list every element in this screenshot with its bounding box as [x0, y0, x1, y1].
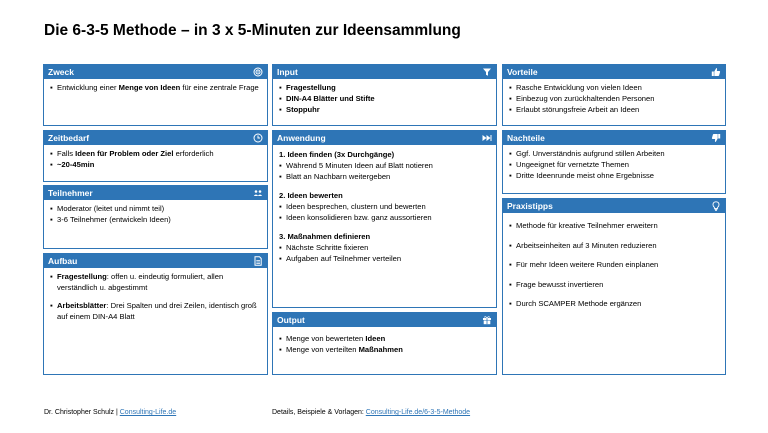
list-item: ▪ Erlaubt störungsfreie Arbeit an Ideen	[509, 105, 640, 114]
output-box	[272, 312, 497, 375]
footer-author: Dr. Christopher Schulz | Consulting-Life.de	[44, 409, 177, 416]
list-item: ▪ Nächste Schritte fixieren	[279, 243, 369, 252]
thumbs-down-icon	[711, 133, 721, 143]
list-item: ▪ ~20-45min	[50, 160, 95, 169]
anwendung-header: Anwendung	[277, 133, 326, 143]
zweck-box	[43, 64, 268, 126]
list-item: ▪ Dritte Ideenrunde meist ohne Ergebnisse	[509, 171, 655, 180]
list-item: ▪ Menge von bewerteten Ideen	[279, 334, 386, 343]
list-item: ▪ Arbeitsblätter: Drei Spalten und drei Zeilen, identisch groß auf einem DIN-A4 Blatt	[50, 301, 257, 321]
zeitbedarf-box	[43, 130, 268, 182]
nachteile-header: Nachteile	[507, 133, 545, 143]
list-item: ▪ Ideen besprechen, clustern und bewerten	[279, 202, 426, 211]
list-item: ▪ Methode für kreative Teilnehmer erweitern	[509, 221, 658, 230]
list-item: ▪ Ggf. Unverständnis aufgrund stillen Arbeiten	[509, 149, 665, 158]
vorteile-header: Vorteile	[507, 67, 538, 77]
anwendung-box	[272, 130, 497, 308]
list-item: ▪ Stoppuhr	[279, 105, 320, 114]
aufbau-header: Aufbau	[48, 256, 78, 266]
list-item: ▪ 3-6 Teilnehmer (entwickeln Ideen)	[50, 215, 171, 224]
lightbulb-icon	[711, 201, 721, 211]
page-title: Die 6-3-5 Methode – in 3 x 5-Minuten zur Ideensammlung	[44, 22, 461, 39]
teilnehmer-header: Teilnehmer	[48, 188, 93, 198]
section-title: 1. Ideen finden (3x Durchgänge)	[279, 150, 395, 159]
gift-icon	[482, 315, 492, 325]
aufbau-box	[43, 253, 268, 375]
list-item: ▪ Falls Ideen für Problem oder Ziel erforderlich	[50, 149, 214, 158]
praxistipps-box	[502, 198, 726, 375]
list-item: ▪ Für mehr Ideen weitere Runden einplanen	[509, 260, 659, 269]
list-item: ▪ Aufgaben auf Teilnehmer verteilen	[279, 254, 402, 263]
details-link[interactable]: Consulting-Life.de/6-3-5-Methode	[365, 409, 471, 416]
vorteile-box	[502, 64, 726, 126]
list-item: ▪ Durch SCAMPER Methode ergänzen	[509, 299, 642, 308]
input-header: Input	[277, 67, 298, 77]
document-icon	[253, 256, 263, 266]
section-title: 3. Maßnahmen definieren	[279, 232, 371, 241]
group-icon	[253, 188, 263, 198]
section-title: 2. Ideen bewerten	[279, 191, 343, 200]
list-item: ▪ Fragestellung	[279, 83, 336, 92]
fast-forward-icon	[482, 133, 492, 143]
author-link[interactable]: Consulting-Life.de	[119, 409, 177, 416]
list-item: ▪ Menge von verteilten Maßnahmen	[279, 345, 403, 354]
list-item: ▪ Arbeitseinheiten auf 3 Minuten reduzieren	[509, 240, 657, 250]
nachteile-box	[502, 130, 726, 194]
zweck-header: Zweck	[48, 67, 74, 77]
target-icon	[253, 67, 263, 77]
thumbs-up-icon	[711, 67, 721, 77]
list-item: ▪ Rasche Entwicklung von vielen Ideen	[509, 83, 642, 92]
list-item: ▪ Entwicklung einer Menge von Ideen für eine zentrale Frage	[50, 83, 259, 92]
list-item: ▪ Einbezug von zurückhaltenden Personen	[509, 94, 655, 103]
list-item: ▪ Frage bewusst invertieren	[509, 279, 604, 289]
funnel-icon	[482, 67, 492, 77]
clock-icon	[253, 133, 263, 143]
output-header: Output	[277, 315, 305, 325]
footer-details: Details, Beispiele & Vorlagen: Consulting-Life.de/6-3-5-Methode	[272, 409, 471, 416]
list-item: ▪ Während 5 Minuten Ideen auf Blatt notieren	[279, 161, 433, 170]
teilnehmer-box	[43, 185, 268, 249]
list-item: ▪ DIN-A4 Blätter und Stifte	[279, 94, 375, 103]
list-item: ▪ Blatt an Nachbarn weitergeben	[279, 172, 391, 181]
list-item: ▪ Ideen konsolidieren bzw. ganz aussortieren	[279, 213, 432, 222]
list-item: ▪ Fragestellung: offen u. eindeutig formuliert, allen verständlich u. abgestimmt	[50, 272, 224, 292]
list-item: ▪ Moderator (leitet und nimmt teil)	[50, 204, 165, 213]
input-box	[272, 64, 497, 126]
praxistipps-header: Praxistipps	[507, 201, 553, 211]
zeitbedarf-header: Zeitbedarf	[48, 133, 90, 143]
list-item: ▪ Ungeeignet für vernetzte Themen	[509, 160, 629, 169]
